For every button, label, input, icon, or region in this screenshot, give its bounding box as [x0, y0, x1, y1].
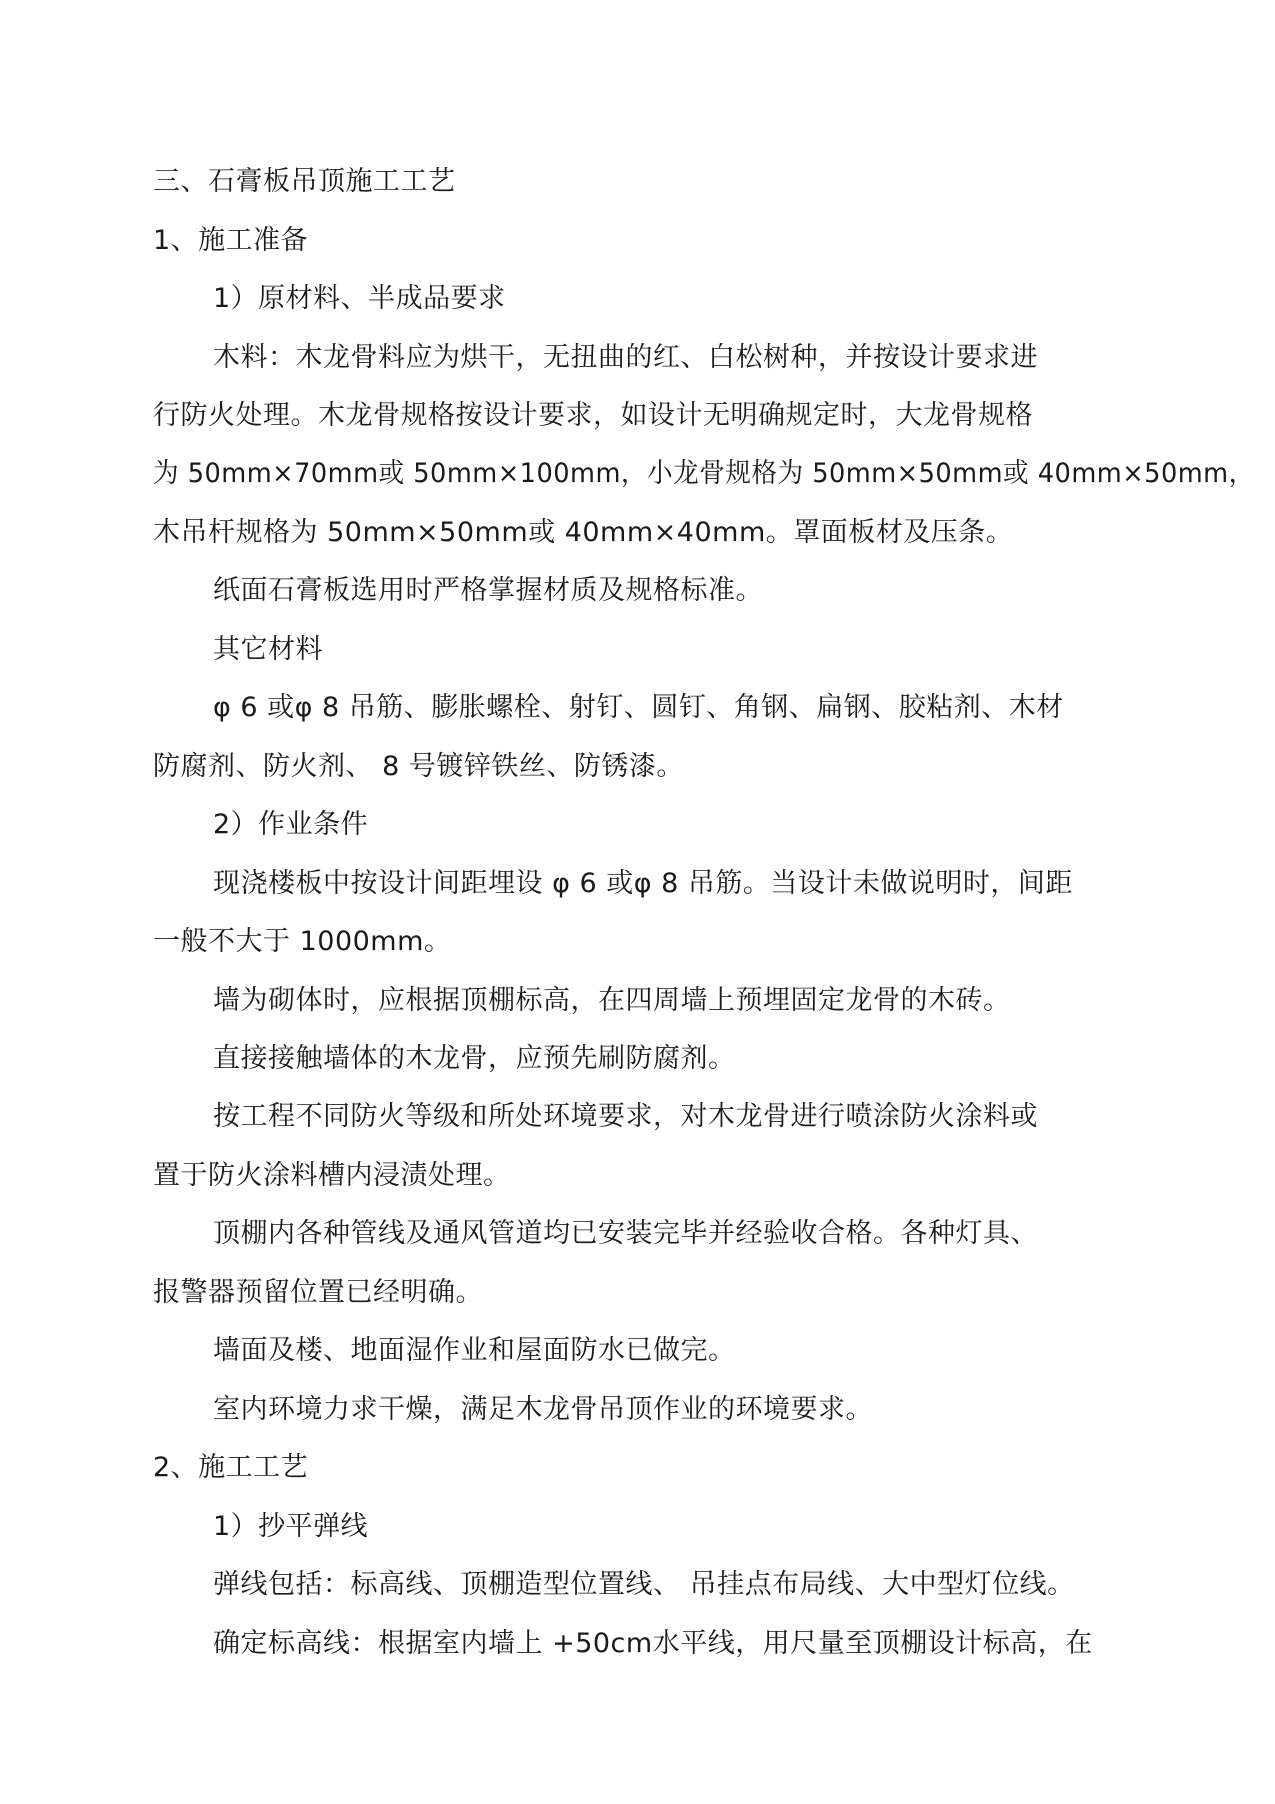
paragraph-line: 按工程不同防火等级和所处环境要求，对木龙骨进行喷涂防火涂料或	[213, 1101, 1038, 1132]
item-heading: 1）抄平弹线	[213, 1511, 369, 1542]
paragraph-line: 室内环境力求干燥，满足木龙骨吊顶作业的环境要求。	[213, 1394, 873, 1425]
item-heading: 其它材料	[213, 634, 323, 665]
paragraph-line: 顶棚内各种管线及通风管道均已安装完毕并经验收合格。各种灯具、	[213, 1218, 1038, 1249]
section-heading: 三、石膏板吊顶施工工艺	[153, 166, 456, 197]
paragraph-line: 报警器预留位置已经明确。	[153, 1277, 483, 1308]
paragraph-line: 防腐剂、防火剂、 8 号镀锌铁丝、防锈漆。	[153, 751, 684, 782]
paragraph-line: 直接接触墙体的木龙骨，应预先刷防腐剂。	[213, 1043, 736, 1074]
paragraph-line: 一般不大于 1000mm。	[153, 926, 452, 957]
subsection-heading: 1、施工准备	[153, 225, 309, 256]
item-heading: 1）原材料、半成品要求	[213, 283, 506, 314]
paragraph-line: 行防火处理。木龙骨规格按设计要求，如设计无明确规定时，大龙骨规格	[153, 400, 1033, 431]
paragraph-line: φ 6 或φ 8 吊筋、膨胀螺栓、射钉、圆钉、角钢、扁钢、胶粘剂、木材	[213, 692, 1064, 723]
paragraph-line: 弹线包括：标高线、顶棚造型位置线、 吊挂点布局线、大中型灯位线。	[213, 1569, 1075, 1600]
paragraph-line: 置于防火涂料槽内浸渍处理。	[153, 1160, 511, 1191]
paragraph-line: 确定标高线：根据室内墙上 +50cm水平线，用尺量至顶棚设计标高，在	[213, 1628, 1093, 1659]
paragraph-line: 墙面及楼、地面湿作业和屋面防水已做完。	[213, 1335, 736, 1366]
subsection-heading: 2、施工工艺	[153, 1452, 309, 1483]
paragraph-line: 木料：木龙骨料应为烘干，无扭曲的红、白松树种，并按设计要求进	[213, 342, 1038, 373]
paragraph-line: 纸面石膏板选用时严格掌握材质及规格标准。	[213, 575, 763, 606]
paragraph-line: 现浇楼板中按设计间距埋设 φ 6 或φ 8 吊筋。当设计未做说明时，间距	[213, 868, 1073, 899]
paragraph-line: 木吊杆规格为 50mm×50mm或 40mm×40mm。罩面板材及压条。	[153, 517, 1014, 548]
paragraph-line: 墙为砌体时，应根据顶棚标高，在四周墙上预埋固定龙骨的木砖。	[213, 985, 1011, 1016]
item-heading: 2）作业条件	[213, 809, 369, 840]
paragraph-line: 为 50mm×70mm或 50mm×100mm，小龙骨规格为 50mm×50mm或 40mm×50mm，	[153, 458, 1255, 489]
